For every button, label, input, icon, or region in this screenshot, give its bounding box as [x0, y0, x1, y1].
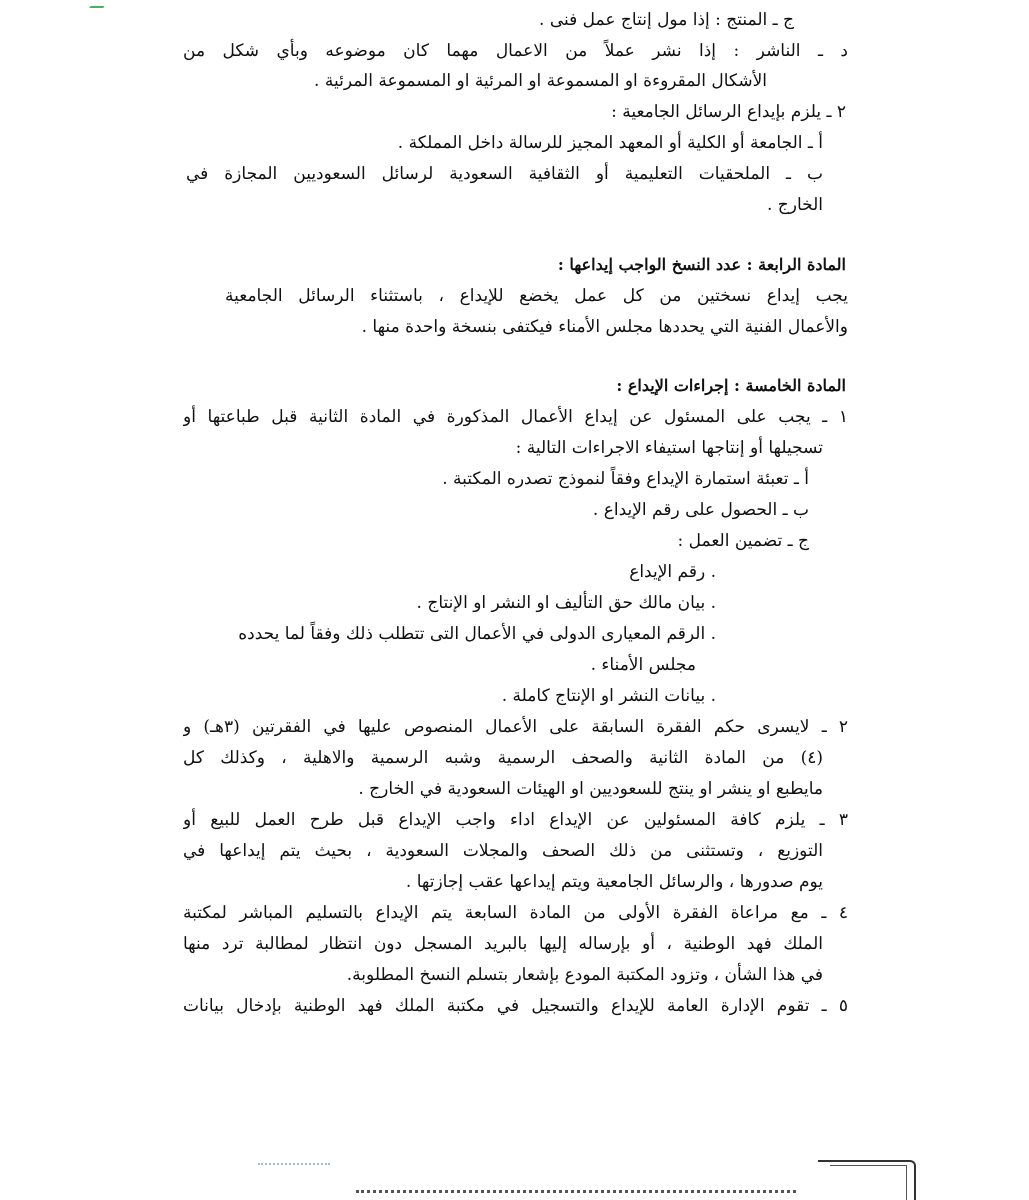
article-5-para-2-line-3: مايطبع او ينشر او ينتج للسعوديين او الهيئات السعودية في الخارج .: [358, 779, 823, 799]
article-5-para-4-line-2: الملك فهد الوطنية ، أو بإرساله إليها بالبريد المسجل دون انتظار لمطالبة ترد منها: [183, 934, 823, 954]
article-5-para-5-line-1: ٥ ـ تقوم الإدارة العامة للإيداع والتسجيل في مكتبة الملك فهد الوطنية بإدخال بيانات: [183, 996, 848, 1016]
text-line-producer: ج ـ المنتج : إذا مول إنتاج عمل فنى .: [539, 10, 794, 30]
corner-pen-mark: [89, 0, 109, 8]
article-5-bullet-isbn-cont: مجلس الأمناء .: [590, 655, 696, 675]
bottom-dotted-rule: [356, 1190, 796, 1198]
article-4-text-line-1: يجب إيداع نسختين من كل عمل يخضع للإيداع ، باستثناء الرسائل الجامعية: [225, 286, 848, 306]
text-line-university: أ ـ الجامعة أو الكلية أو المعهد المجيز للرسالة داخل المملكة .: [397, 133, 823, 153]
text-line-university-theses: ٢ ـ يلزم بإيداع الرسائل الجامعية :: [611, 102, 846, 122]
article-4-text-line-2: والأعمال الفنية التي يحددها مجلس الأمناء فيكتفى بنسخة واحدة منها .: [361, 317, 848, 337]
article-5-item-a: أ ـ تعبئة استمارة الإيداع وفقاً لنموذج تصدره المكتبة .: [442, 469, 809, 489]
article-5-para-3-line-2: التوزيع ، وتستثنى من ذلك الصحف والمجلات السعودية ، بحيث يتم إيداعها في: [183, 841, 823, 861]
article-5-para-2-line-2: (٤) من المادة الثانية والصحف الرسمية وشبه الرسمية والاهلية ، وكذلك كل: [183, 748, 823, 768]
article-5-item-c: ج ـ تضمين العمل :: [677, 531, 809, 551]
article-5-para-1-line-2: تسجيلها أو إنتاجها استيفاء الاجراءات التالية :: [515, 438, 823, 458]
text-line-publisher-cont: الأشكال المقروءة او المسموعة او المرئية او المسموعة المرئية .: [314, 71, 767, 91]
article-5-bullet-deposit-number: . رقم الإيداع: [629, 562, 716, 582]
article-5-bullet-publication-data: . بيانات النشر او الإنتاج كاملة .: [501, 686, 716, 706]
page-corner-frame-inner: [830, 1165, 907, 1200]
article-4-heading: المادة الرابعة : عدد النسخ الواجب إيداعها :: [557, 255, 846, 274]
text-line-publisher: د ـ الناشر : إذا نشر عملاً من الاعمال مهما كان موضوعه وبأي شكل من: [183, 41, 848, 61]
article-5-para-4-line-1: ٤ ـ مع مراعاة الفقرة الأولى من المادة السابعة يتم الإيداع بالتسليم المباشر لمكتبة: [183, 903, 848, 923]
article-5-item-b: ب ـ الحصول على رقم الإيداع .: [592, 500, 809, 520]
article-5-para-3-line-1: ٣ ـ يلزم كافة المسئولين عن الإيداع اداء واجب الإيداع قبل طرح العمل للبيع أو: [183, 810, 848, 830]
article-5-bullet-isbn: . الرقم المعيارى الدولى في الأعمال التى تتطلب ذلك وفقاً لما يحدده: [238, 624, 716, 644]
faint-scan-dots: [258, 1163, 330, 1169]
article-5-bullet-copyright-owner: . بيان مالك حق التأليف او النشر او الإنتاج .: [416, 593, 716, 613]
text-line-abroad: الخارج .: [766, 195, 823, 215]
article-5-para-4-line-3: في هذا الشأن ، وتزود المكتبة المودع بإشعار بتسلم النسخ المطلوبة.: [346, 965, 823, 985]
article-5-para-1-line-1: ١ ـ يجب على المسئول عن إيداع الأعمال المذكورة في المادة الثانية قبل طباعتها أو: [183, 407, 848, 427]
article-5-para-3-line-3: يوم صدورها ، والرسائل الجامعية ويتم إيداعها عقب إجازتها .: [405, 872, 823, 892]
text-line-attaches: ب ـ الملحقيات التعليمية أو الثقافية السعودية لرسائل السعوديين المجازة في: [186, 164, 823, 184]
article-5-heading: المادة الخامسة : إجراءات الإيداع :: [616, 376, 846, 395]
article-5-para-2-line-1: ٢ ـ لايسرى حكم الفقرة السابقة على الأعمال المنصوص عليها في الفقرتين (٣هـ) و: [183, 717, 848, 737]
